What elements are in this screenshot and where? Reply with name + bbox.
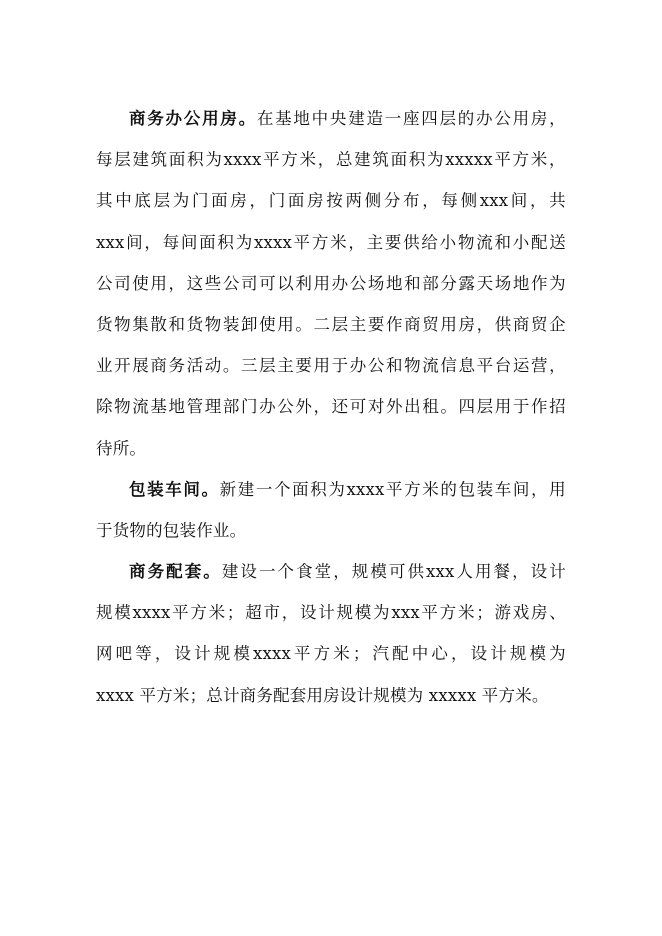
text-line: 商 务 配 套 。 建 设 一 个 食 堂 ， 规 模 可 供 xxx 人 用 餐 ， 设 计 bbox=[129, 562, 566, 582]
document-body bbox=[96, 98, 566, 716]
text-line: 除 物 流 基 地 管 理 部 门 办 公 外 ， 还 可 对 外 出 租 。 四 层 用 于 作 招 bbox=[96, 397, 566, 417]
text-line: xxx 间 ， 每 间 面 积 为 xxxx 平 方 米 ， 主 要 供 给 小 物 流 和 小 配 送 bbox=[96, 232, 566, 252]
text-line: 货 物 集 散 和 货 物 装 卸 使 用 。 二 层 主 要 作 商 贸 用 房 ， 供 商 贸 企 bbox=[96, 314, 566, 334]
paragraph-business-office bbox=[96, 98, 566, 469]
paragraph-business-facilities bbox=[96, 551, 566, 716]
text-line: 待所。 bbox=[96, 438, 147, 458]
text-line: 于货物的包装作业。 bbox=[96, 520, 247, 540]
text-line: xxxx 平方米；总计商务配套用房设计规模为 xxxxx 平方米。 bbox=[96, 685, 549, 705]
paragraph-packaging-workshop bbox=[96, 469, 566, 551]
text-line: 包 装 车 间 。 新 建 一 个 面 积 为 xxxx 平 方 米 的 包 装 车 间 ， 用 bbox=[129, 479, 566, 499]
text-line: 规 模 xxxx 平 方 米 ； 超 市 ， 设 计 规 模 为 xxx 平 方 米 ； 游 戏 房 、 bbox=[96, 603, 566, 623]
text-line: 业 开 展 商 务 活 动 。 三 层 主 要 用 于 办 公 和 物 流 信 息 平 台 运 营 ， bbox=[96, 356, 566, 376]
text-line: 网 吧 等 ， 设 计 规 模 xxxx 平 方 米 ； 汽 配 中 心 ， 设 计 规 模 为 bbox=[96, 644, 566, 664]
text-line: 其 中 底 层 为 门 面 房 ， 门 面 房 按 两 侧 分 布 ， 每 侧 xxx 间 ， 共 bbox=[96, 191, 566, 211]
text-line: 商 务 办 公 用 房 。 在 基 地 中 央 建 造 一 座 四 层 的 办 公 用 房 ， bbox=[129, 109, 566, 128]
text-line: 每 层 建 筑 面 积 为 xxxx 平 方 米 ， 总 建 筑 面 积 为 xxxxx 平 方 米 ， bbox=[96, 150, 566, 170]
text-line: 公 司 使 用 ， 这 些 公 司 可 以 利 用 办 公 场 地 和 部 分 露 天 场 地 作 为 bbox=[96, 273, 566, 293]
